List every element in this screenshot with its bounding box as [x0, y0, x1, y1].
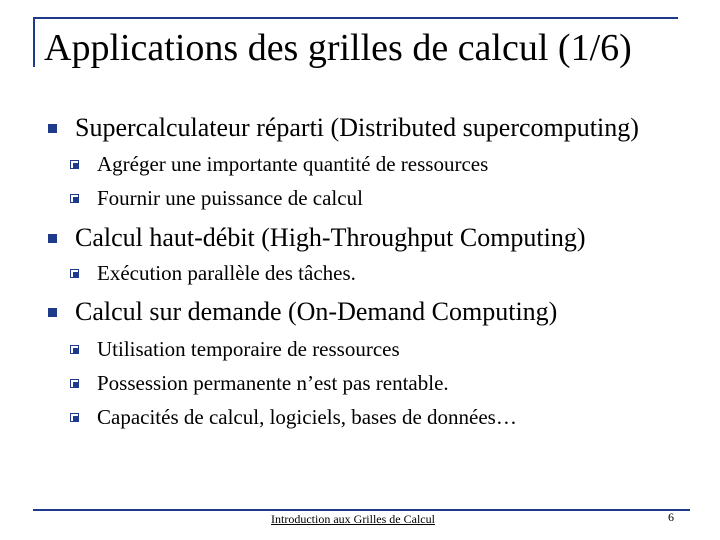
hollow-square-icon [70, 194, 79, 203]
footer-divider [33, 509, 690, 511]
title-frame-top-border [33, 17, 678, 19]
filled-square-icon [48, 234, 57, 243]
hollow-square-icon [70, 160, 79, 169]
hollow-square-icon [70, 379, 79, 388]
list-item-label: Capacités de calcul, logiciels, bases de données… [97, 405, 517, 429]
list-item-label: Utilisation temporaire de ressources [97, 337, 400, 361]
list-item-label: Agréger une importante quantité de ressources [97, 152, 489, 176]
hollow-square-icon [70, 413, 79, 422]
section-heading-label: Calcul haut-débit (High-Throughput Computing) [75, 223, 586, 252]
footer-title: Introduction aux Grilles de Calcul [271, 512, 435, 526]
hollow-square-icon [70, 345, 79, 354]
list-item-label: Possession permanente n’est pas rentable. [97, 371, 449, 395]
title-frame-left-border [33, 17, 35, 67]
list-item-label: Exécution parallèle des tâches. [97, 261, 356, 285]
hollow-square-icon [70, 269, 79, 278]
slide-title: Applications des grilles de calcul (1/6) [44, 27, 632, 69]
filled-square-icon [48, 124, 57, 133]
filled-square-icon [48, 308, 57, 317]
page-number: 6 [668, 510, 674, 524]
section-heading-label: Calcul sur demande (On-Demand Computing) [75, 297, 558, 326]
section-heading-label: Supercalculateur réparti (Distributed supercomputing) [75, 113, 639, 142]
list-item-label: Fournir une puissance de calcul [97, 186, 363, 210]
